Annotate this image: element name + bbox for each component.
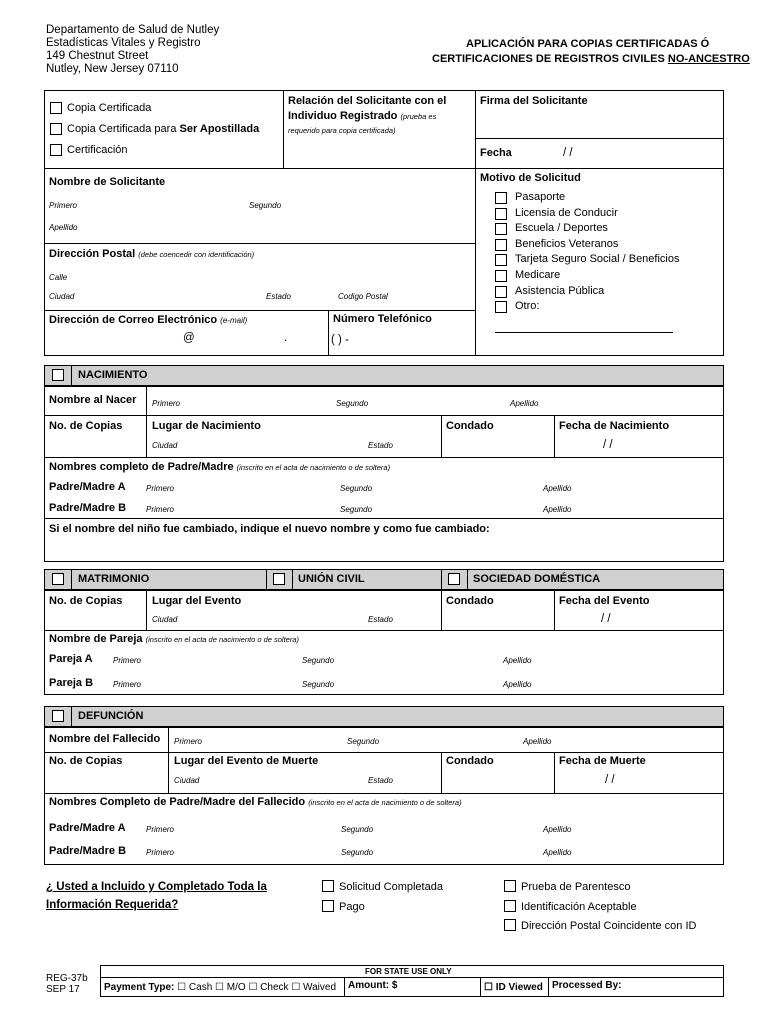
apostille-label — [67, 123, 259, 135]
death-parents-note: (inscrito en el acta de nacimiento o de soltera) — [308, 798, 462, 807]
payment-type-label: Payment Type: — [104, 982, 175, 993]
death-pa-first: Primero — [146, 825, 175, 834]
pair-b-last: Apellido — [503, 680, 532, 689]
reason-label: Tarjeta Seguro Social / Beneficios — [515, 253, 680, 266]
dept-address — [46, 24, 219, 76]
death-parents-text: Nombres Completo de Padre/Madre del Fallecido — [49, 796, 306, 808]
applicant-name-label: Nombre de Solicitante — [49, 176, 166, 188]
birth-city: Ciudad — [152, 441, 178, 450]
zip-field-label: Codigo Postal — [338, 292, 388, 301]
birth-checkbox[interactable] — [52, 369, 64, 381]
death-checkbox[interactable] — [52, 710, 64, 722]
check-matching-address[interactable] — [504, 919, 516, 931]
check-acceptable-id[interactable] — [504, 900, 516, 912]
marriage-date-label: Fecha del Evento — [559, 595, 650, 607]
reason-label: Licensia de Conducir — [515, 206, 618, 219]
death-parents-label — [49, 796, 462, 808]
checklist-question1: ¿ Usted a Incluido y Completado Toda la — [46, 881, 267, 893]
birth-first: Primero — [152, 399, 181, 408]
death-middle: Segundo — [347, 737, 380, 746]
form-number: REG-37b — [46, 973, 88, 984]
reason-checkbox[interactable] — [495, 223, 507, 235]
check-application-complete-label: Solicitud Completada — [339, 881, 443, 893]
relationship-title: Relación del Solicitante con el — [288, 95, 447, 107]
reason-label: Pasaporte — [515, 191, 566, 203]
email-at: @ — [183, 332, 195, 344]
death-pa-last: Apellido — [543, 825, 572, 834]
check-relationship-proof-label: Prueba de Parentesco — [521, 881, 631, 893]
relationship-title2 — [288, 110, 436, 122]
pair-b-first: Primero — [113, 680, 142, 689]
signature-label: Firma del Solicitante — [480, 95, 588, 107]
death-pb-middle: Segundo — [341, 848, 374, 857]
death-date-label: Fecha de Muerte — [559, 755, 646, 767]
birth-state: Estado — [368, 441, 393, 450]
payment-options: ☐ Cash ☐ M/O ☐ Check ☐ Waived — [177, 982, 337, 993]
amount-label: Amount: $ — [348, 980, 398, 991]
relationship-title2-text: Individuo Registrado — [288, 110, 398, 122]
office-name: Estadísticas Vitales y Registro — [46, 37, 201, 49]
pair-label — [49, 633, 299, 645]
certification-checkbox[interactable] — [50, 144, 62, 156]
marriage-checkbox[interactable] — [52, 573, 64, 585]
certified-copy-label: Copia Certificada — [67, 102, 152, 114]
death-header: DEFUNCIÓN — [78, 710, 144, 722]
pair-note: (inscrito en el acta de nacimiento o de soltera) — [145, 635, 300, 644]
reason-label: Otro: — [515, 300, 540, 313]
form-title-text: CERTIFICACIONES DE REGISTROS CIVILES — [432, 53, 665, 65]
dept-name: Departamento de Salud de Nutley — [46, 24, 220, 36]
applicant-last: Apellido — [49, 223, 78, 232]
payment-type — [104, 982, 336, 993]
pair-a-first: Primero — [113, 656, 142, 665]
birth-parent-b: Padre/Madre B — [49, 502, 127, 514]
reason-checkbox[interactable] — [495, 270, 507, 282]
death-pb-first: Primero — [146, 848, 175, 857]
form-title-line1: APLICACIÓN PARA COPIAS CERTIFICADAS Ó — [466, 38, 710, 50]
birth-pa-last: Apellido — [543, 484, 572, 493]
death-name-label: Nombre del Fallecido — [49, 733, 161, 745]
domestic-partnership-header: SOCIEDAD DOMÉSTICA — [473, 573, 601, 585]
marriage-city: Ciudad — [152, 615, 178, 624]
form-code — [46, 973, 88, 995]
email-label-text: Dirección de Correo Electrónico — [49, 314, 218, 326]
birth-last: Apellido — [510, 399, 539, 408]
form-date: SEP 17 — [46, 984, 80, 995]
marriage-place-label: Lugar del Evento — [152, 595, 242, 607]
reason-label: Escuela / Deportes — [515, 222, 608, 235]
birth-copies-label: No. de Copias — [49, 420, 123, 432]
city-field-label: Ciudad — [49, 292, 75, 301]
death-pb-last: Apellido — [543, 848, 572, 857]
applicant-first: Primero — [49, 201, 78, 210]
marriage-copies-label: No. de Copias — [49, 595, 123, 607]
birth-pb-last: Apellido — [543, 505, 572, 514]
death-first: Primero — [174, 737, 203, 746]
reason-checkbox[interactable] — [495, 301, 507, 313]
pair-b-middle: Segundo — [302, 680, 335, 689]
certified-copy-checkbox[interactable] — [50, 102, 62, 114]
form-title-underlined: NO-ANCESTRO — [667, 53, 750, 65]
check-relationship-proof[interactable] — [504, 880, 516, 892]
reason-checkbox[interactable] — [495, 208, 507, 220]
applicant-middle: Segundo — [249, 201, 282, 210]
birth-name-label: Nombre al Nacer — [49, 394, 137, 406]
pair-a: Pareja A — [49, 653, 93, 665]
check-matching-address-label: Dirección Postal Coincidente con ID — [521, 920, 697, 932]
death-city: Ciudad — [174, 776, 200, 785]
check-application-complete[interactable] — [322, 880, 334, 892]
id-viewed: ☐ ID Viewed — [484, 982, 543, 993]
date-separators: / / — [563, 147, 573, 159]
reason-label: Beneficios Veteranos — [515, 237, 619, 250]
check-acceptable-id-label: Identificación Aceptable — [521, 901, 637, 913]
reason-label: Medicare — [515, 269, 561, 281]
civil-union-checkbox[interactable] — [273, 573, 285, 585]
birth-county-label: Condado — [446, 420, 494, 432]
death-place-label: Lugar del Evento de Muerte — [174, 755, 319, 767]
relationship-note1: (prueba es — [400, 112, 437, 121]
city-address: Nutley, New Jersey 07110 — [46, 63, 179, 75]
apostille-text-c: Ser Apostillada — [179, 123, 260, 135]
reason-checkbox[interactable] — [495, 286, 507, 298]
postal-address-label — [49, 248, 254, 260]
pair-b: Pareja B — [49, 677, 94, 689]
phone-format: ( ) - — [331, 334, 349, 346]
birth-pa-first: Primero — [146, 484, 175, 493]
marriage-date-sep: / / — [601, 613, 611, 625]
birth-middle: Segundo — [336, 399, 369, 408]
apostille-checkbox[interactable] — [50, 123, 62, 135]
birth-parents-text: Nombres completo de Padre/Madre — [49, 461, 234, 473]
street-field-label: Calle — [49, 273, 68, 282]
pair-label-text: Nombre de Pareja — [49, 633, 143, 645]
postal-address-text: Dirección Postal — [49, 248, 136, 260]
phone-label: Número Telefónico — [333, 313, 432, 325]
pair-a-last: Apellido — [503, 656, 532, 665]
birth-dob-label: Fecha de Nacimiento — [559, 420, 670, 432]
email-label — [49, 314, 247, 326]
postal-address-note: (debe coencedir con identificación) — [138, 250, 255, 259]
marriage-header: MATRIMONIO — [78, 573, 150, 585]
birth-parents-note: (inscrito en el acta de nacimiento o de soltera) — [236, 463, 391, 472]
domestic-partnership-checkbox[interactable] — [448, 573, 460, 585]
relationship-note2: requerido para copia certificada) — [288, 126, 396, 135]
reason-label: Asistencia Pública — [515, 284, 605, 297]
birth-header: NACIMIENTO — [78, 369, 148, 381]
death-parent-b: Padre/Madre B — [49, 845, 127, 857]
state-field-label: Estado — [266, 292, 291, 301]
death-parent-a: Padre/Madre A — [49, 822, 126, 834]
death-header-bar — [44, 706, 724, 727]
apostille-text-b: para — [151, 123, 180, 135]
birth-pb-middle: Segundo — [340, 505, 373, 514]
birth-name-changed: Si el nombre del niño fue cambiado, indique el nuevo nombre y como fue cambiado: — [49, 523, 490, 535]
email-note: (e-mail) — [220, 316, 248, 325]
reason-checkbox[interactable] — [495, 239, 507, 251]
check-payment-label: Pago — [339, 901, 365, 913]
email-dot: . — [284, 332, 288, 344]
street-address: 149 Chestnut Street — [46, 50, 149, 62]
death-county-label: Condado — [446, 755, 494, 767]
reason-checkbox[interactable] — [495, 254, 507, 266]
civil-union-header: UNIÓN CIVIL — [298, 573, 365, 585]
birth-parent-a: Padre/Madre A — [49, 481, 126, 493]
reason-checkbox[interactable] — [495, 192, 507, 204]
death-date-sep: / / — [605, 774, 615, 786]
death-last: Apellido — [523, 737, 552, 746]
death-copies-label: No. de Copias — [49, 755, 123, 767]
state-use-label: FOR STATE USE ONLY — [365, 967, 452, 976]
apostille-text-a: Copia Certificada — [67, 123, 152, 135]
form-title-line2 — [432, 53, 750, 65]
birth-place-label: Lugar de Nacimiento — [152, 420, 261, 432]
death-state: Estado — [368, 776, 393, 785]
certification-label: Certificación — [67, 144, 128, 156]
checklist-question2: Información Requerida? — [46, 899, 179, 911]
marriage-county-label: Condado — [446, 595, 494, 607]
check-payment[interactable] — [322, 900, 334, 912]
death-pa-middle: Segundo — [341, 825, 374, 834]
processed-by: Processed By: — [552, 980, 622, 991]
pair-a-middle: Segundo — [302, 656, 335, 665]
reason-title: Motivo de Solicitud — [480, 172, 581, 184]
date-label: Fecha — [480, 147, 512, 159]
birth-pa-middle: Segundo — [340, 484, 373, 493]
marriage-state: Estado — [368, 615, 393, 624]
birth-dob-sep: / / — [603, 439, 613, 451]
other-reason-line — [495, 332, 673, 333]
birth-pb-first: Primero — [146, 505, 175, 514]
birth-parents-label — [49, 461, 390, 473]
